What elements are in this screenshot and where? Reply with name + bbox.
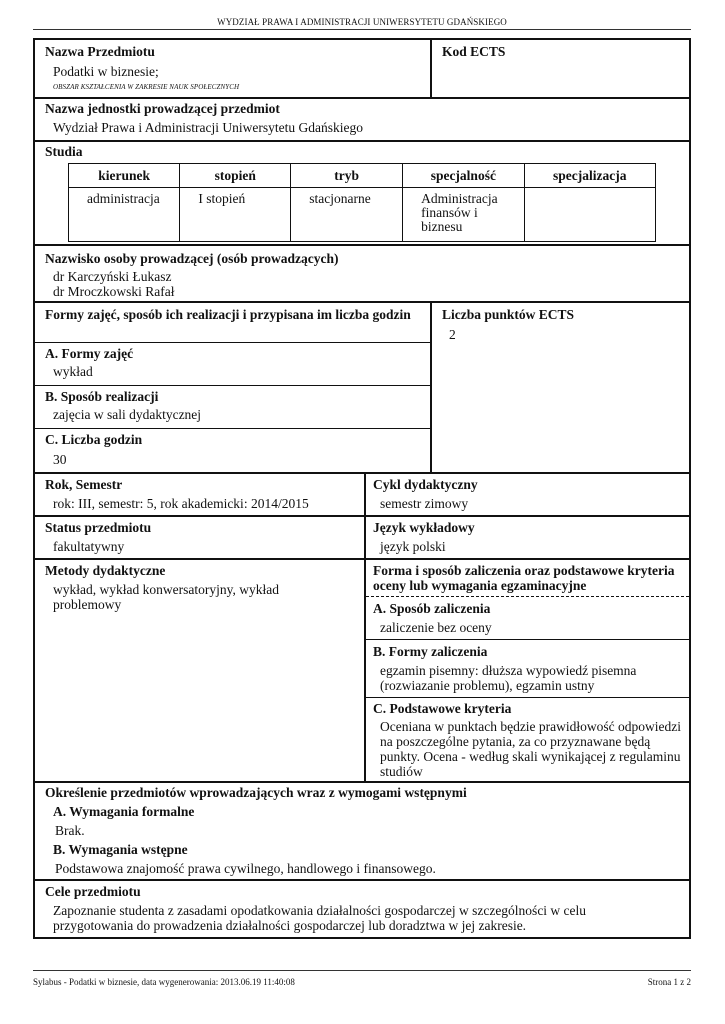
lecturer-2: dr Mroczkowski Rafał [53,284,175,299]
assessment-a-label: A. Sposób zaliczenia [373,601,491,616]
divider-assessment-c [366,697,689,698]
forms-b-value: zajęcia w sali dydaktycznej [53,407,202,422]
unit-label: Nazwa jednostki prowadzącej przedmiot [45,101,280,116]
forms-b-label: B. Sposób realizacji [45,389,159,404]
cycle-value: semestr zimowy [380,496,469,511]
studia-tryb: stacjonarne [291,188,403,242]
studia-label: Studia [45,144,83,159]
footer-divider [33,970,691,971]
divider-course [33,97,691,99]
language-label: Język wykładowy [373,520,475,535]
prereq-b-label: B. Wymagania wstępne [53,842,188,857]
status-value: fakultatywny [53,539,125,554]
studia-specjalnosc: Administracja finansów i biznesu [403,188,524,242]
methods-label: Metody dydaktyczne [45,563,166,578]
divider-studia [33,244,691,246]
vdivider-lower [364,472,366,781]
divider-forms [33,472,691,474]
goals-label: Cele przedmiotu [45,884,141,899]
divider-year [33,515,691,517]
goals-value: Zapoznanie studenta z zasadami opodatkowania działalności gospodarczej w szczególności w celu przygotowania do prowadzenia działalności gospodarczej lub doradztwa w jej zakresie. [53,903,587,933]
studia-kierunek: administracja [69,188,180,242]
language-value: język polski [380,539,446,554]
page-header: WYDZIAŁ PRAWA I ADMINISTRACJI UNIWERSYTETU GDAŃSKIEGO [217,17,507,27]
divider-assessment-a [366,596,689,597]
course-name-value: Podatki w biznesie; [53,64,159,79]
studia-specjalizacja [524,188,655,242]
divider-forms-a [35,342,430,343]
studia-header-kierunek: kierunek [69,164,180,188]
lecturer-1: dr Karczyński Łukasz [53,269,172,284]
cycle-label: Cykl dydaktyczny [373,477,478,492]
prereq-a-value: Brak. [55,823,85,838]
ects-points-value: 2 [449,327,456,342]
methods-value: wykład, wykład konwersatoryjny, wykład problemowy [53,582,279,612]
studia-header-specjalizacja: specjalizacja [524,164,655,188]
year-label: Rok, Semestr [45,477,123,492]
vdivider-forms-ects [430,301,432,472]
forms-c-label: C. Liczba godzin [45,432,143,447]
prereq-b-value: Podstawowa znajomość prawa cywilnego, handlowego i finansowego. [55,861,436,876]
assessment-b-label: B. Formy zaliczenia [373,644,488,659]
studia-table [68,163,656,242]
footer-syllabus-info: Sylabus - Podatki w biznesie, data wygenerowania: 2013.06.19 11:40:08 [33,977,295,987]
assessment-label: Forma i sposób zaliczenia oraz podstawowe kryteria oceny lub wymagania egzaminacyjne [373,563,675,593]
course-name-label: Nazwa Przedmiotu [45,44,155,59]
divider-status [33,558,691,560]
footer-page-number: Strona 1 z 2 [647,977,691,987]
year-value: rok: III, semestr: 5, rok akademicki: 2014/2015 [53,496,309,511]
prereq-label: Określenie przedmiotów wprowadzających wraz z wymogami wstępnymi [45,785,467,800]
studia-header-tryb: tryb [291,164,403,188]
course-area: OBSZAR KSZTAŁCENIA W ZAKRESIE NAUK SPOŁECZNYCH [53,83,240,91]
forms-a-label: A. Formy zajęć [45,346,134,361]
prereq-a-label: A. Wymagania formalne [53,804,195,819]
vdivider-course-ects [430,38,432,97]
divider-assessment-b [366,639,689,640]
unit-value: Wydział Prawa i Administracji Uniwersytetu Gdańskiego [53,120,363,135]
forms-label: Formy zajęć, sposób ich realizacji i przypisana im liczba godzin [45,307,411,322]
status-label: Status przedmiotu [45,520,152,535]
forms-c-value: 30 [53,452,67,467]
studia-header-specjalnosc: specjalność [403,164,524,188]
divider-unit [33,140,691,142]
studia-row [69,188,656,242]
divider-methods [33,781,691,783]
divider-forms-c [35,428,430,429]
assessment-c-label: C. Podstawowe kryteria [373,701,512,716]
studia-stopien: I stopień [180,188,291,242]
studia-header-stopien: stopień [180,164,291,188]
divider-lecturers [33,301,691,303]
divider-prereq [33,879,691,881]
assessment-c-value: Oceniana w punktach będzie prawidłowość odpowiedzi na poszczególne pytania, za co przyznawane będą punkty. Ocena - według skali wynikającej z regulaminu studiów [380,719,682,779]
header-divider [33,29,691,30]
assessment-b-value: egzamin pisemny: dłuższa wypowiedź pisemna (rozwiazanie problemu), egzamin ustny [380,663,637,693]
lecturers-label: Nazwisko osoby prowadzącej (osób prowadzących) [45,251,339,266]
ects-points-label: Liczba punktów ECTS [442,307,575,322]
assessment-a-value: zaliczenie bez oceny [380,620,492,635]
divider-forms-b [35,385,430,386]
ects-code-label: Kod ECTS [442,44,506,59]
studia-header-row [69,164,656,188]
forms-a-value: wykład [53,364,93,379]
